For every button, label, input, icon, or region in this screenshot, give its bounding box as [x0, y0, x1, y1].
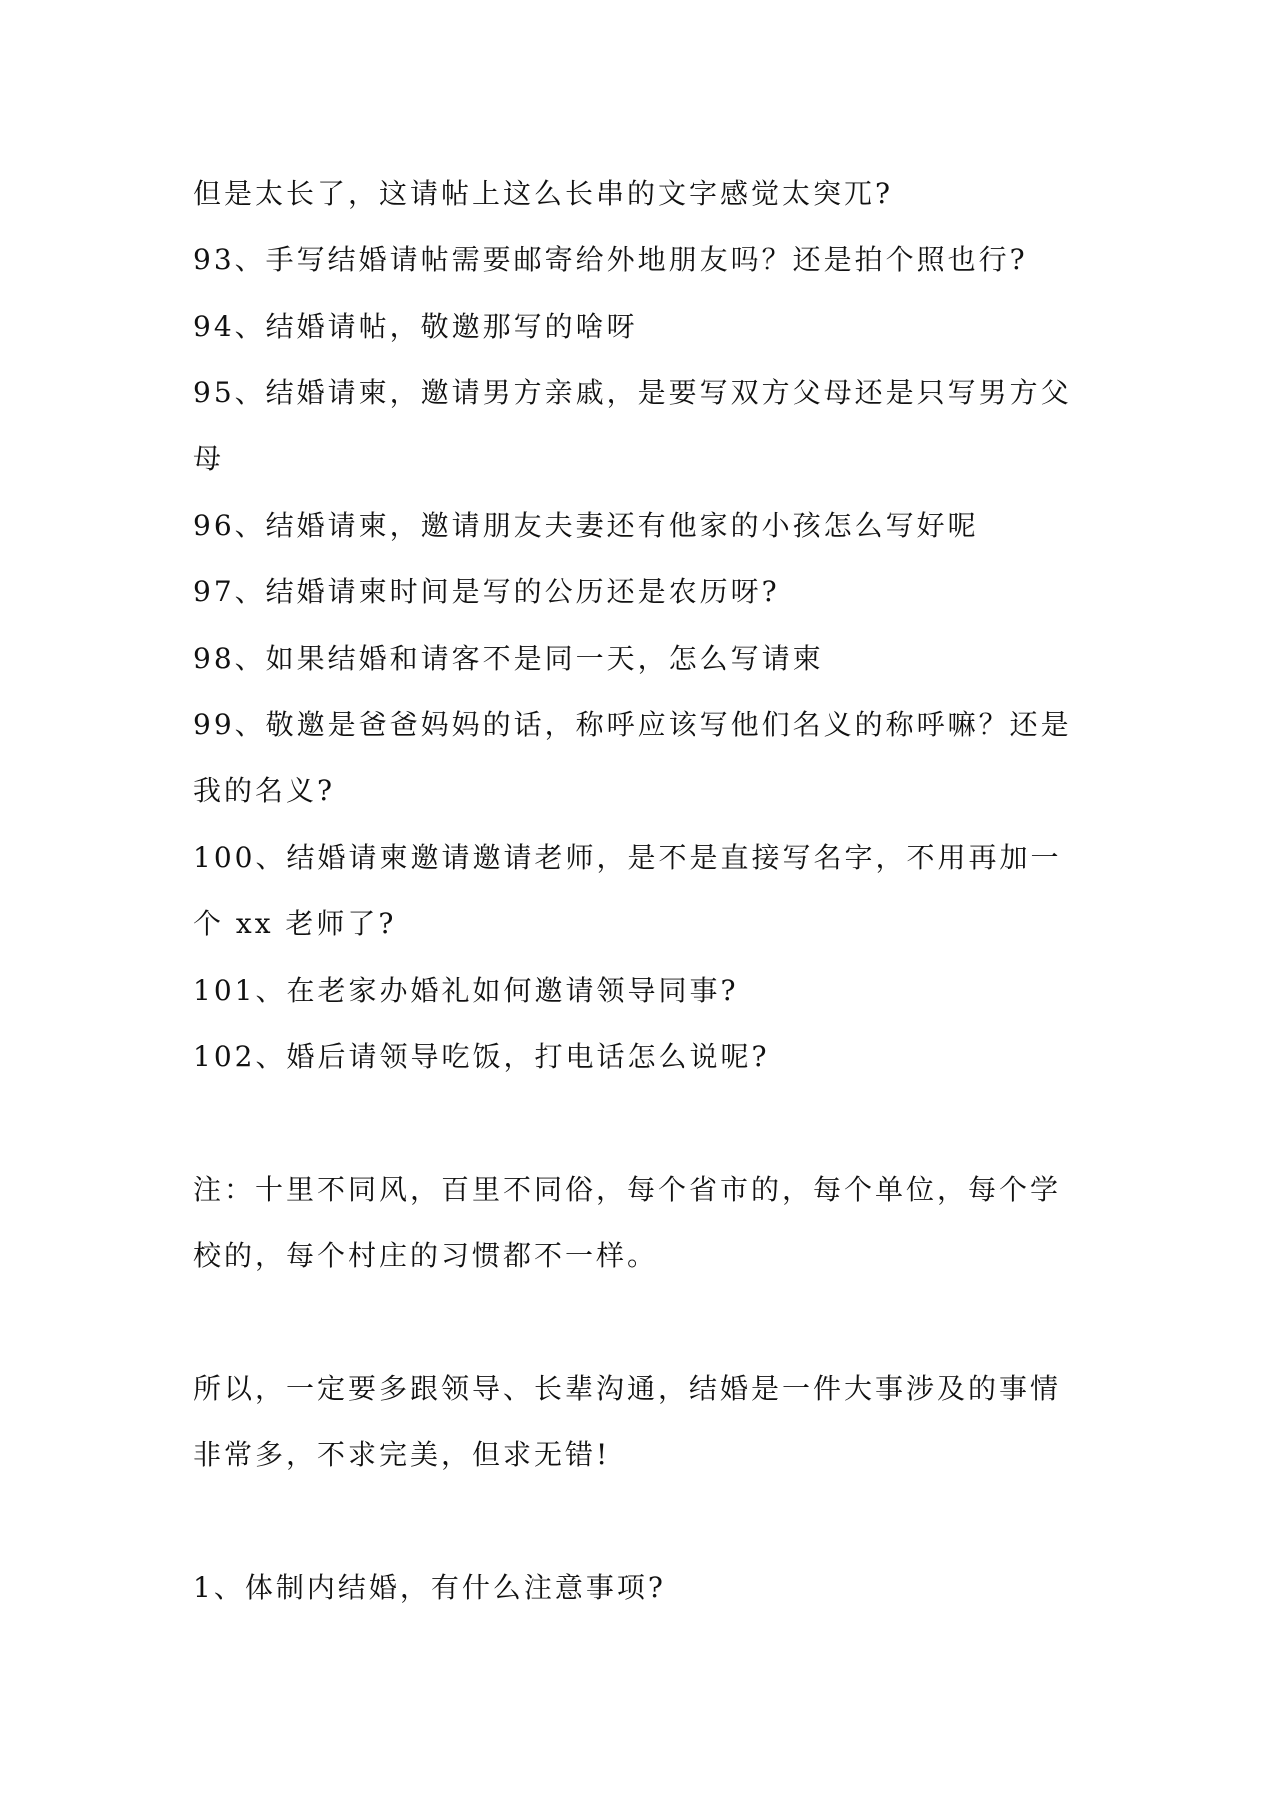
list-item-102: 102、婚后请领导吃饭，打电话怎么说呢? — [193, 1040, 770, 1073]
list-item-94: 94、结婚请帖，敬邀那写的啥呀 — [193, 310, 638, 343]
note-paragraph-continued: 校的，每个村庄的习惯都不一样。 — [193, 1239, 659, 1272]
list-item-101: 101、在老家办婚礼如何邀请领导同事? — [193, 974, 739, 1007]
note-paragraph: 注：十里不同风，百里不同俗，每个省市的，每个单位，每个学 — [193, 1173, 1062, 1206]
list-item-95-continued: 母 — [193, 442, 225, 475]
list-item-97: 97、结婚请柬时间是写的公历还是农历呀? — [193, 575, 780, 608]
list-item-96: 96、结婚请柬，邀请朋友夫妻还有他家的小孩怎么写好呢 — [193, 509, 979, 542]
list-item-95: 95、结婚请柬，邀请男方亲戚，是要写双方父母还是只写男方父 — [193, 376, 1072, 409]
list-item-99-continued: 我的名义? — [193, 774, 336, 807]
text-line: 但是太长了，这请帖上这么长串的文字感觉太突兀? — [193, 177, 894, 210]
list-item-100-continued: 个 xx 老师了? — [193, 907, 397, 940]
section-item-1: 1、体制内结婚，有什么注意事项? — [193, 1571, 666, 1604]
list-item-93: 93、手写结婚请帖需要邮寄给外地朋友吗？还是拍个照也行? — [193, 243, 1028, 276]
list-item-99: 99、敬邀是爸爸妈妈的话，称呼应该写他们名义的称呼嘛？还是 — [193, 708, 1072, 741]
list-item-98: 98、如果结婚和请客不是同一天，怎么写请柬 — [193, 642, 824, 675]
conclusion-paragraph-continued: 非常多，不求完美，但求无错! — [193, 1438, 611, 1471]
list-item-100: 100、结婚请柬邀请邀请老师，是不是直接写名字，不用再加一 — [193, 841, 1062, 874]
conclusion-paragraph: 所以，一定要多跟领导、长辈沟通，结婚是一件大事涉及的事情 — [193, 1372, 1062, 1405]
